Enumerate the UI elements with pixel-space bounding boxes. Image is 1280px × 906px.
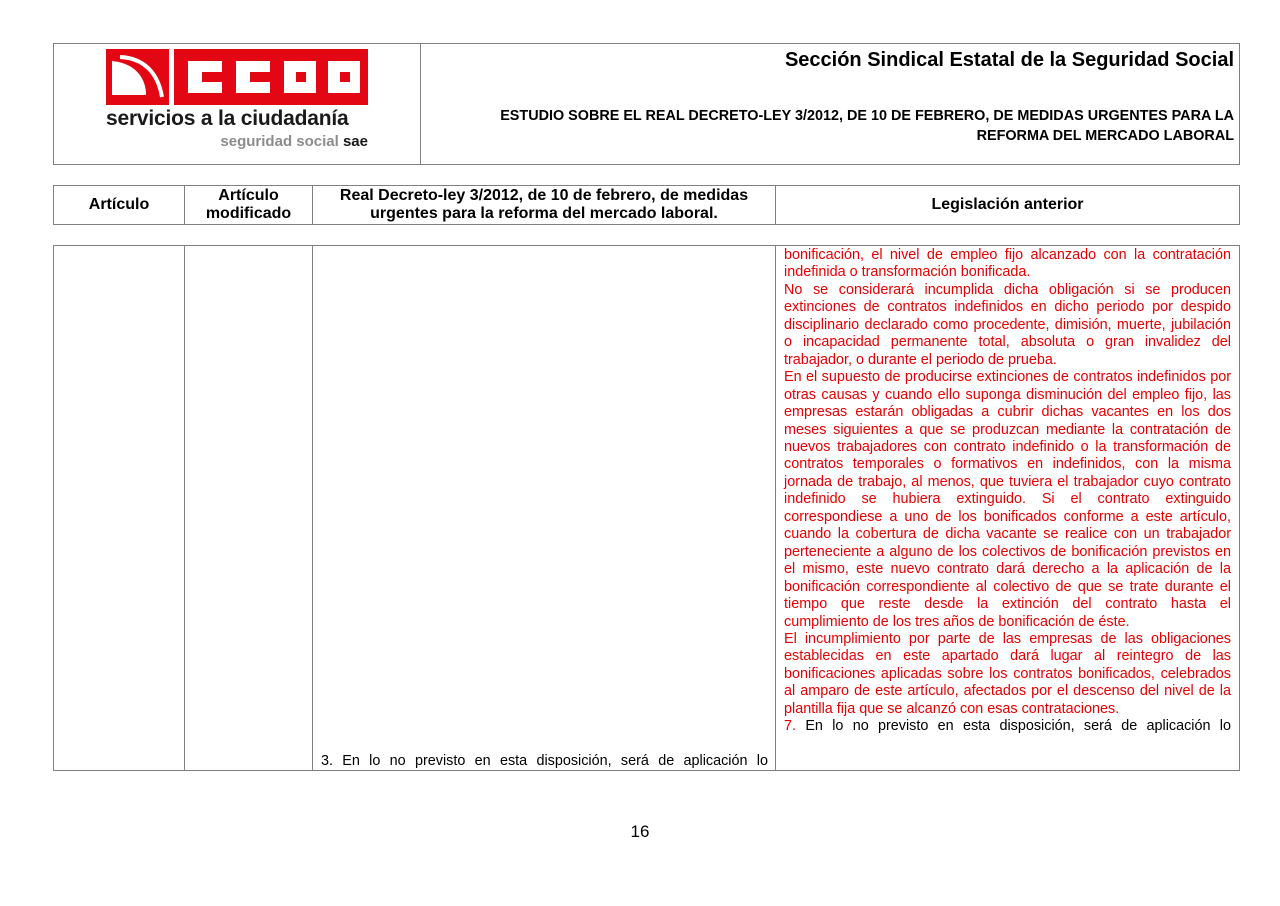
ccoo-wordmark <box>174 49 368 105</box>
header-title: Sección Sindical Estatal de la Seguridad Social <box>784 49 1234 71</box>
comparison-table-row <box>53 245 1240 771</box>
col-legislacion-anterior: Legislación anterior <box>931 196 1084 213</box>
previous-paragraph: bonificación, el nivel de empleo fijo alcanzado con la contratación indefinida o transformación bonificada. <box>784 247 1231 281</box>
col-articulo-modificado: Artículo modificado <box>205 187 292 222</box>
ccoo-emblem-icon <box>106 49 169 105</box>
page-number: 16 <box>630 822 650 841</box>
logo-subtagline: seguridad social sae <box>220 133 368 150</box>
logo-tagline: servicios a la ciudadanía <box>106 107 349 130</box>
document-header <box>53 43 1240 165</box>
column-header-row <box>53 185 1240 225</box>
col-articulo: Artículo <box>88 196 150 213</box>
header-divider <box>420 44 421 164</box>
header-subtitle: ESTUDIO SOBRE EL REAL DECRETO-LEY 3/2012, DE 10 DE FEBRERO, DE MEDIDAS URGENTES PARA LA REFORMA DEL MERCADO LABORAL <box>500 108 1234 144</box>
previous-law-text <box>784 247 1231 736</box>
previous-paragraph-number: 7. <box>784 718 797 735</box>
previous-paragraph: En el supuesto de producirse extinciones de contratos indefinidos por otras causas y cuando ello suponga disminución del empleo fijo, las empresas estarán obligadas a cubrir dichas vacantes en los dos meses siguientes a que se produzcan mediante la contratación de nuevos trabajadores con contrato indefinido o la transformación de contratos temporales o formativos en indefinidos, con la misma jornada de trabajo, al menos, que tuviera el trabajador cuyo contrato indefinido se hubiera extinguido. Si el contrato extinguido correspondiese a uno de los bonificados conforme a este artículo, cuando la cobertura de dicha vacante se realice con un trabajador perteneciente a alguno de los colectivos de bonificación previstos en el mismo, este nuevo contrato dará derecho a la aplicación de la bonificación correspondiente al colectivo de que se trate durante el tiempo que reste desde la extinción del contrato hasta el cumplimiento de los tres años de bonificación de éste. <box>784 369 1231 630</box>
new-law-text: 3. En lo no previsto en esta disposición, será de aplicación lo <box>321 753 768 769</box>
col-real-decreto: Real Decreto-ley 3/2012, de 10 de febrero, de medidas urgentes para la reforma del mercado laboral. <box>339 187 749 222</box>
previous-paragraph-last: 7. En lo no previsto en esta disposición, será de aplicación lo <box>784 718 1232 735</box>
previous-paragraph: El incumplimiento por parte de las empresas de las obligaciones establecidas en este apartado dará lugar al reintegro de las bonificaciones aplicadas sobre los contratos bonificados, celebrados al amparo de este artículo, afectados por el descenso del nivel de la plantilla fija que se alcanzó con esas contrataciones. <box>784 630 1231 717</box>
ccoo-logo <box>106 49 368 149</box>
previous-paragraph: No se considerará incumplida dicha obligación si se producen extinciones de contratos indefinidos en dicho periodo por despido disciplinario declarado como procedente, dimisión, muerte, jubilación o incapacidad permanente total, absoluta o gran invalidez del trabajador, o durante el periodo de prueba. <box>784 281 1231 368</box>
